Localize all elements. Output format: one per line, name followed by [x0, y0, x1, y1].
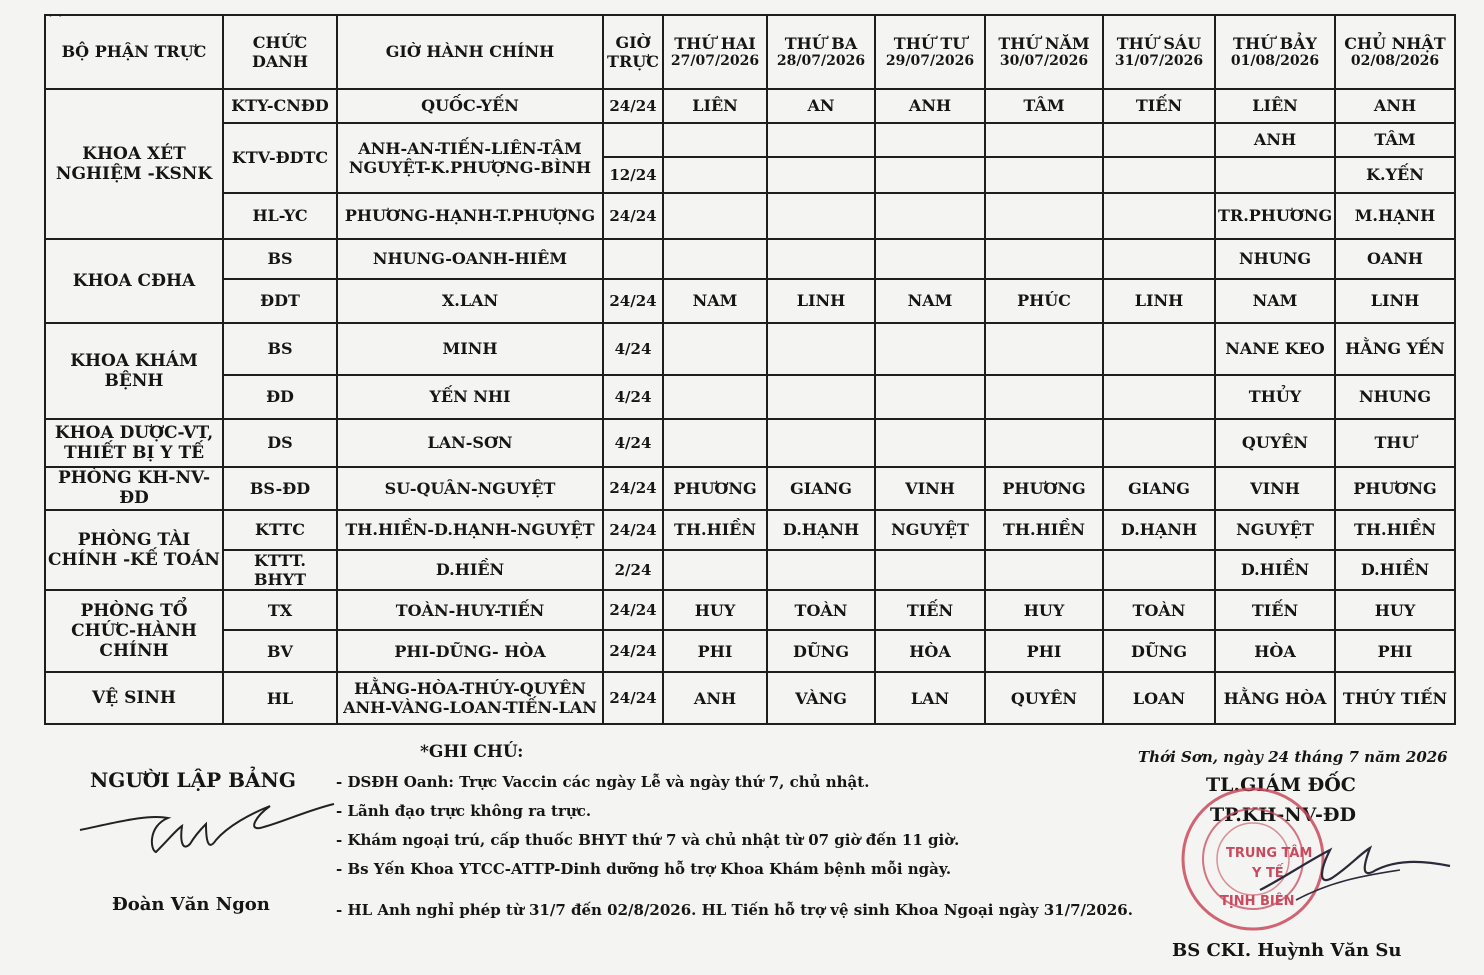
position-cell: BV [223, 630, 337, 672]
duty-hours-cell: 24/24 [603, 279, 663, 323]
roster-cell [1103, 239, 1215, 279]
header-day-4: THỨ NĂM 30/07/2026 [985, 15, 1103, 89]
roster-cell [985, 550, 1103, 590]
duty-hours-cell: 4/24 [603, 419, 663, 467]
roster-cell: NAM [663, 279, 767, 323]
roster-cell: HUY [1335, 590, 1455, 630]
table-row [45, 279, 1455, 323]
roster-cell: ANH [875, 89, 985, 123]
position-cell: KTTC [223, 510, 337, 550]
duty-hours-cell: 24/24 [603, 467, 663, 510]
roster-cell [663, 193, 767, 239]
roster-cell: PHƯƠNG [663, 467, 767, 510]
roster-cell: NHUNG [1335, 375, 1455, 419]
roster-cell-empty [1103, 157, 1215, 193]
roster-cell: VINH [875, 467, 985, 510]
roster-cell: GIANG [1103, 467, 1215, 510]
roster-cell: TH.HIỀN [663, 510, 767, 550]
roster-cell [767, 419, 875, 467]
office-hours-cell: LAN-SƠN [337, 419, 603, 467]
roster-cell: PHI [1335, 630, 1455, 672]
roster-cell: HẰNG YẾN [1335, 323, 1455, 375]
roster-cell: QUYÊN [985, 672, 1103, 724]
roster-cell: LIÊN [663, 89, 767, 123]
roster-cell: TH.HIỀN [1335, 510, 1455, 550]
corner-mark: · · [48, 8, 63, 24]
duty-hours-cell: 24/24 [603, 672, 663, 724]
approver-subtitle: TP.KH-NV-ĐD [1210, 804, 1356, 826]
stamp-text: Y TẾ [1252, 866, 1284, 881]
roster-cell: THÚY TIẾN [1335, 672, 1455, 724]
roster-cell [1103, 323, 1215, 375]
roster-cell: GIANG [767, 467, 875, 510]
table-row [45, 590, 1455, 630]
roster-cell [985, 323, 1103, 375]
roster-cell [767, 550, 875, 590]
roster-cell: LINH [767, 279, 875, 323]
roster-cell [767, 239, 875, 279]
roster-cell: LOAN [1103, 672, 1215, 724]
roster-cell [875, 375, 985, 419]
roster-cell: QUYÊN [1215, 419, 1335, 467]
office-hours-cell: D.HIỀN [337, 550, 603, 590]
dept-cell: KHOA CĐHA [45, 239, 223, 323]
roster-cell [663, 123, 767, 157]
roster-cell [985, 239, 1103, 279]
roster-cell: ANH [1215, 123, 1335, 157]
position-cell: KTY-CNĐD [223, 89, 337, 123]
duty-hours-cell: 24/24 [603, 630, 663, 672]
roster-cell [875, 419, 985, 467]
office-hours-cell: HẰNG-HÒA-THÚY-QUYÊN ANH-VÀNG-LOAN-TIẾN-LAN [337, 672, 603, 724]
office-hours-cell: PHƯƠNG-HẠNH-T.PHƯỢNG [337, 193, 603, 239]
roster-cell-empty [767, 157, 875, 193]
roster-cell: D.HIỀN [1335, 550, 1455, 590]
office-hours-cell: TH.HIỀN-D.HẠNH-NGUYỆT [337, 510, 603, 550]
roster-cell: D.HIỀN [1215, 550, 1335, 590]
table-row [45, 630, 1455, 672]
position-cell: ĐDT [223, 279, 337, 323]
table-row [45, 89, 1455, 123]
roster-cell: PHI [985, 630, 1103, 672]
approver-name: BS CKI. Huỳnh Văn Su [1172, 940, 1402, 961]
roster-cell: VINH [1215, 467, 1335, 510]
roster-cell: TÂM [1335, 123, 1455, 157]
preparer-name: Đoàn Văn Ngon [112, 894, 270, 915]
dept-cell: PHÒNG TỔ CHỨC-HÀNH CHÍNH [45, 590, 223, 672]
roster-cell: TOÀN [1103, 590, 1215, 630]
duty-hours-cell: 4/24 [603, 323, 663, 375]
roster-cell-empty [985, 157, 1103, 193]
roster-cell [1103, 419, 1215, 467]
roster-cell-empty [1215, 157, 1335, 193]
roster-cell [875, 123, 985, 157]
roster-cell: D.HẠNH [767, 510, 875, 550]
preparer-signature [78, 800, 338, 870]
roster-cell [663, 239, 767, 279]
roster-cell: PHÚC [985, 279, 1103, 323]
roster-cell [663, 419, 767, 467]
office-hours-cell: TOÀN-HUY-TIẾN [337, 590, 603, 630]
roster-cell [875, 550, 985, 590]
table-row [45, 239, 1455, 279]
header-day-1: THỨ HAI 27/07/2026 [663, 15, 767, 89]
table-row [45, 375, 1455, 419]
table-row [45, 123, 1455, 157]
position-cell: TX [223, 590, 337, 630]
table-row [45, 550, 1455, 590]
roster-cell: PHƯƠNG [1335, 467, 1455, 510]
note-line: - Khám ngoại trú, cấp thuốc BHYT thứ 7 và chủ nhật từ 07 giờ đến 11 giờ. [336, 831, 960, 849]
place-date: Thới Sơn, ngày 24 tháng 7 năm 2026 [1138, 748, 1448, 766]
roster-cell: LIÊN [1215, 89, 1335, 123]
approver-title: TL.GIÁM ĐỐC [1206, 774, 1356, 796]
roster-cell: TIẾN [1215, 590, 1335, 630]
roster-cell: VÀNG [767, 672, 875, 724]
roster-cell: LINH [1335, 279, 1455, 323]
roster-cell [663, 550, 767, 590]
header-day-5: THỨ SÁU 31/07/2026 [1103, 15, 1215, 89]
roster-cell [1103, 375, 1215, 419]
table-row [45, 323, 1455, 375]
office-hours-cell: PHI-DŨNG- HÒA [337, 630, 603, 672]
roster-cell: DŨNG [767, 630, 875, 672]
roster-cell: HÒA [1215, 630, 1335, 672]
roster-cell [663, 323, 767, 375]
position-cell: KTV-ĐDTC [223, 123, 337, 193]
roster-cell: K.YẾN [1335, 157, 1455, 193]
duty-hours-cell: 24/24 [603, 590, 663, 630]
header-duty-hours: GIỜ TRỰC [603, 15, 663, 89]
duty-roster-table [44, 14, 1456, 725]
position-cell: BS-ĐD [223, 467, 337, 510]
office-hours-cell: ANH-AN-TIẾN-LIÊN-TÂM NGUYỆT-K.PHƯỢNG-BÌNH [337, 123, 603, 193]
roster-cell: PHI [663, 630, 767, 672]
roster-cell: D.HẠNH [1103, 510, 1215, 550]
table-row [45, 510, 1455, 550]
roster-cell [767, 323, 875, 375]
duty-hours-cell: 12/24 [603, 157, 663, 193]
notes-title: *GHI CHÚ: [420, 742, 524, 762]
duty-hours-cell: 24/24 [603, 89, 663, 123]
duty-hours-cell: 2/24 [603, 550, 663, 590]
roster-cell: NHUNG [1215, 239, 1335, 279]
roster-cell: OANH [1335, 239, 1455, 279]
dept-cell: KHOA XÉT NGHIỆM -KSNK [45, 89, 223, 239]
roster-cell: LINH [1103, 279, 1215, 323]
roster-cell: NAM [875, 279, 985, 323]
notes-block [336, 742, 1133, 925]
roster-cell: TIẾN [875, 590, 985, 630]
office-hours-cell: X.LAN [337, 279, 603, 323]
approver-signature [1200, 830, 1460, 910]
duty-hours-cell-empty [603, 123, 663, 157]
roster-cell: M.HẠNH [1335, 193, 1455, 239]
dept-cell: KHOA DƯỢC-VT, THIẾT BỊ Y TẾ [45, 419, 223, 467]
position-cell: BS [223, 323, 337, 375]
roster-cell [767, 123, 875, 157]
roster-cell: THƯ [1335, 419, 1455, 467]
roster-cell [1103, 193, 1215, 239]
header-position: CHỨC DANH [223, 15, 337, 89]
roster-cell: HẰNG HÒA [1215, 672, 1335, 724]
stamp-text: TRUNG TÂM [1226, 846, 1313, 861]
roster-cell: AN [767, 89, 875, 123]
roster-cell [767, 375, 875, 419]
roster-cell-empty [663, 157, 767, 193]
note-line: - Lãnh đạo trực không ra trực. [336, 802, 592, 820]
office-hours-cell: NHUNG-OANH-HIÊM [337, 239, 603, 279]
dept-cell: PHÒNG TÀI CHÍNH -KẾ TOÁN [45, 510, 223, 590]
office-hours-cell: SU-QUÂN-NGUYỆT [337, 467, 603, 510]
roster-cell: ANH [663, 672, 767, 724]
roster-cell: TOÀN [767, 590, 875, 630]
header-day-7: CHỦ NHẬT 02/08/2026 [1335, 15, 1455, 89]
roster-cell: TH.HIỀN [985, 510, 1103, 550]
roster-cell [985, 375, 1103, 419]
roster-cell [767, 193, 875, 239]
header-day-2: THỨ BA 28/07/2026 [767, 15, 875, 89]
roster-cell: NAM [1215, 279, 1335, 323]
header-office-hours: GIỜ HÀNH CHÍNH [337, 15, 603, 89]
roster-cell: TÂM [985, 89, 1103, 123]
duty-hours-cell: 24/24 [603, 510, 663, 550]
roster-cell: TIẾN [1103, 89, 1215, 123]
table-row [45, 672, 1455, 724]
position-cell: HL-YC [223, 193, 337, 239]
roster-cell [1103, 550, 1215, 590]
position-cell: KTTT. BHYT [223, 550, 337, 590]
table-row [45, 419, 1455, 467]
roster-cell [875, 323, 985, 375]
roster-cell: NGUYỆT [1215, 510, 1335, 550]
position-cell: HL [223, 672, 337, 724]
office-hours-cell: YẾN NHI [337, 375, 603, 419]
header-dept: BỘ PHẬN TRỰC [45, 15, 223, 89]
position-cell: ĐD [223, 375, 337, 419]
roster-cell [875, 193, 985, 239]
header-row [45, 15, 1455, 89]
roster-cell [875, 239, 985, 279]
roster-cell: HUY [985, 590, 1103, 630]
roster-cell-empty [875, 157, 985, 193]
roster-cell: HUY [663, 590, 767, 630]
roster-cell: THỦY [1215, 375, 1335, 419]
roster-cell: HÒA [875, 630, 985, 672]
roster-cell [985, 193, 1103, 239]
roster-cell [663, 375, 767, 419]
roster-cell: PHƯƠNG [985, 467, 1103, 510]
note-line: - DSĐH Oanh: Trực Vaccin các ngày Lễ và ngày thứ 7, chủ nhật. [336, 773, 870, 791]
table-row [45, 193, 1455, 239]
dept-cell: VỆ SINH [45, 672, 223, 724]
roster-cell: NGUYỆT [875, 510, 985, 550]
duty-hours-cell: 24/24 [603, 193, 663, 239]
preparer-title: NGƯỜI LẬP BẢNG [90, 768, 296, 792]
position-cell: BS [223, 239, 337, 279]
note-line: - Bs Yến Khoa YTCC-ATTP-Dinh dưỡng hỗ trợ Khoa Khám bệnh mỗi ngày. [336, 860, 952, 878]
stamp-text: TỊNH BIÊN [1220, 894, 1295, 909]
roster-cell: ANH [1335, 89, 1455, 123]
header-day-3: THỨ TƯ 29/07/2026 [875, 15, 985, 89]
roster-cell: LAN [875, 672, 985, 724]
roster-cell [985, 123, 1103, 157]
roster-cell [1103, 123, 1215, 157]
duty-hours-cell [603, 239, 663, 279]
dept-cell: PHÒNG KH-NV-ĐD [45, 467, 223, 510]
position-cell: DS [223, 419, 337, 467]
table-row [45, 467, 1455, 510]
header-day-6: THỨ BẢY 01/08/2026 [1215, 15, 1335, 89]
dept-cell: KHOA KHÁM BỆNH [45, 323, 223, 419]
office-hours-cell: MINH [337, 323, 603, 375]
note-line: - HL Anh nghỉ phép từ 31/7 đến 02/8/2026. HL Tiến hỗ trợ vệ sinh Khoa Ngoại ngày 31/7/2026. [336, 901, 1133, 919]
roster-cell: DŨNG [1103, 630, 1215, 672]
roster-cell [985, 419, 1103, 467]
roster-cell: NANE KEO [1215, 323, 1335, 375]
office-hours-cell: QUỐC-YẾN [337, 89, 603, 123]
roster-cell: TR.PHƯƠNG [1215, 193, 1335, 239]
duty-hours-cell: 4/24 [603, 375, 663, 419]
